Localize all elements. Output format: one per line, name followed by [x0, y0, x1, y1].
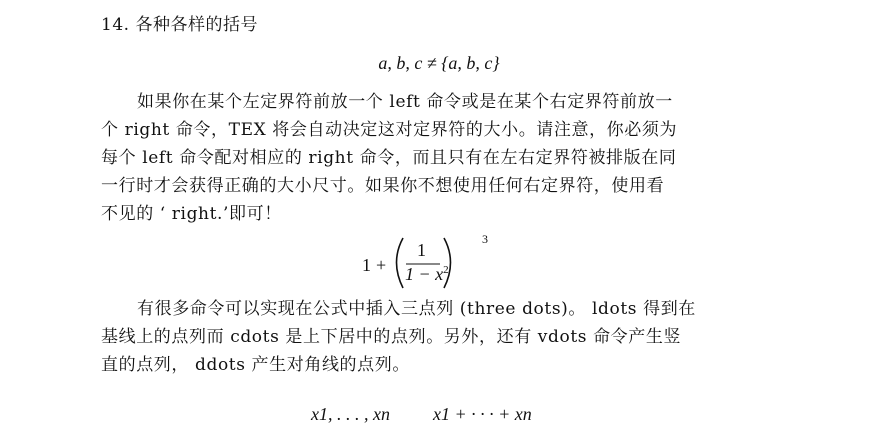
paragraph-line: 直的点列， ddots 产生对角线的点列。: [101, 355, 410, 375]
section-title: 各种各样的括号: [135, 15, 258, 35]
outer-exponent: 3: [482, 232, 488, 246]
fraction-numerator: 1: [417, 240, 426, 260]
paragraph-line: 不见的 ‘ right.’即可！: [101, 204, 282, 224]
paragraph-line: 个 right 命令，TEX 将会自动决定这对定界符的大小。请注意，你必须为: [101, 120, 678, 140]
equation-sets: a, b, c ≠ {a, b, c}: [378, 53, 500, 73]
equation-lead: 1: [362, 255, 371, 275]
paragraph-line: 每个 left 命令配对相应的 right 命令，而且只有在左右定界符被排版在同: [101, 148, 677, 168]
fraction-denominator: $1 - x^2$: [405, 264, 449, 284]
paragraph-line: 有很多命令可以实现在公式中插入三点列 (three dots)。 ldots 得到在: [137, 299, 696, 319]
paragraph-delimiters: [101, 88, 761, 228]
section-heading: [101, 10, 258, 35]
equation-ldots: x1, . . . , xn: [311, 404, 390, 424]
equation-cdots: x1 + · · · + xn: [433, 404, 532, 424]
paragraph-line: 基线上的点列而 cdots 是上下居中的点列。另外，还有 vdots 命令产生竖: [101, 327, 682, 347]
equation-operator: +: [376, 255, 387, 275]
section-number: 14.: [101, 15, 130, 35]
paragraph-line: 如果你在某个左定界符前放一个 left 命令或是在某个右定界符前放一: [137, 92, 673, 112]
paragraph-dots: [101, 295, 761, 379]
paragraph-line: 一行时才会获得正确的大小尺寸。如果你不想使用任何右定界符，使用看: [101, 176, 665, 196]
